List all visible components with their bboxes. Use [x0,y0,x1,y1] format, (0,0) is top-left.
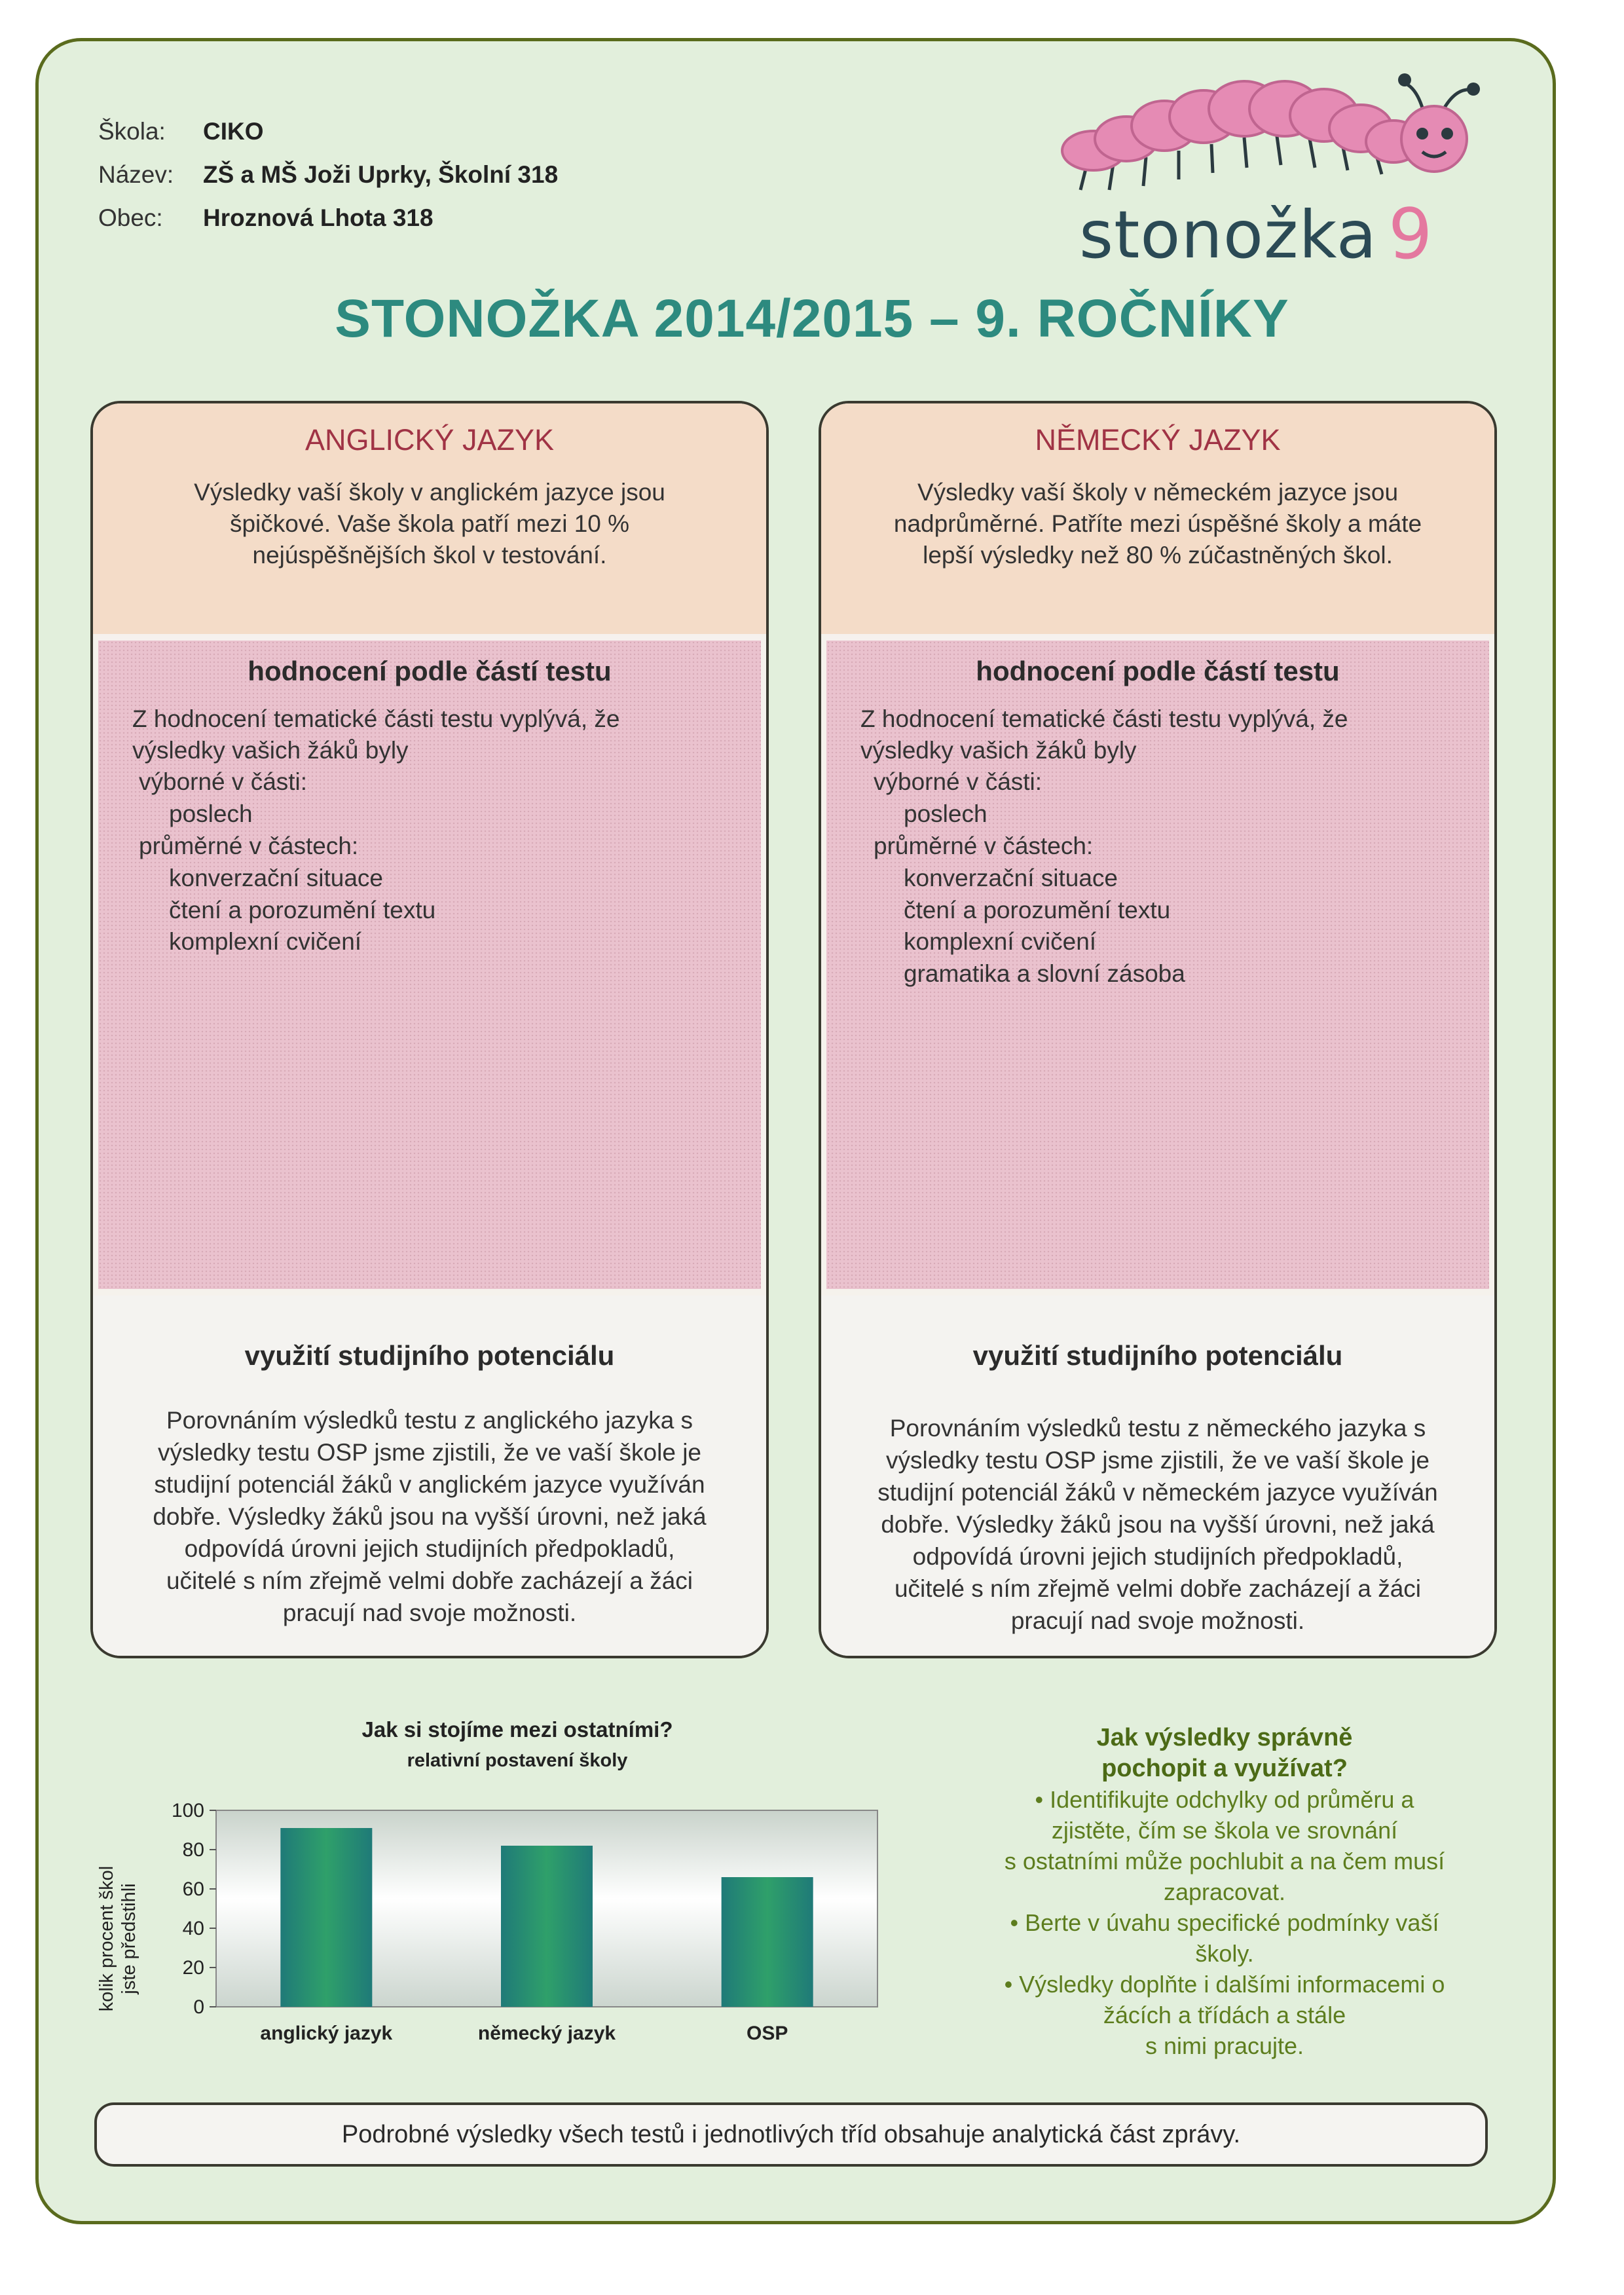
y-tick-label: 40 [182,1918,204,1939]
help-line: • Identifikujte odchylky od průměru a [1035,1786,1414,1813]
chart-y-axis-label-line: kolik procent škol [96,1865,117,2012]
chart-subtitle: relativní postavení školy [407,1750,628,1771]
english-intro-line: nejúspěšnějších škol v testování. [252,542,607,569]
school-value: CIKO [203,118,264,145]
german-intro-line: lepší výsledky než 80 % zúčastněných škol. [923,542,1393,569]
english-average-item: komplexní cvičení [169,928,362,955]
german-intro [880,477,1435,571]
english-potential-line: Porovnáním výsledků testu z anglického jazyka s [166,1407,693,1434]
help-title-line: Jak výsledky správně [1096,1724,1353,1751]
y-tick-label: 80 [182,1839,204,1861]
german-eval-intro [860,703,1455,766]
english-eval-title: hodnocení podle částí testu [248,656,612,686]
german-heading: NĚMECKÝ JAZYK [1035,423,1281,457]
english-eval-intro-line: výsledky vašich žáků byly [132,737,409,764]
centipede-icon [1048,65,1519,203]
english-eval-intro-line: Z hodnocení tematické části testu vyplývá, že [132,705,620,732]
german-potential-line: studijní potenciál žáků v německém jazyce využíván [877,1479,1438,1506]
german-potential-title: využití studijního potenciálu [972,1340,1343,1371]
german-potential-line: výsledky testu OSP jsme zjistili, že ve vaší škole je [885,1447,1430,1474]
german-potential-text [847,1412,1468,1637]
german-potential-line: Porovnáním výsledků testu z německého jazyka s [889,1415,1426,1442]
german-summary-panel [821,403,1494,634]
help-line: • Výsledky doplňte i dalšími informacemi o [1004,1971,1445,1998]
y-tick-label: 20 [182,1957,204,1979]
english-intro-line: špičkové. Vaše škola patří mezi 10 % [229,510,630,537]
page-title: STONOŽKA 2014/2015 – 9. ROČNÍKY [335,289,1289,348]
help-line: zjistěte, čím se škola ve srovnání [1051,1817,1398,1844]
school-info [98,110,558,240]
english-intro-line: Výsledky vaší školy v anglickém jazyce jsou [194,479,665,506]
english-potential-line: dobře. Výsledky žáků jsou na vyšší úrovni, než jaká [153,1503,707,1530]
english-potential-line: výsledky testu OSP jsme zjistili, že ve vaší škole je [157,1439,702,1466]
german-potential-line: dobře. Výsledky žáků jsou na vyšší úrovni, než jaká [881,1511,1435,1538]
chart-y-axis-label-line: jste předstihli [119,1883,139,1994]
german-intro-line: Výsledky vaší školy v německém jazyce jsou [917,479,1399,506]
help-panel [943,1723,1506,2061]
german-potential-line: pracují nad svoje možnosti. [1010,1607,1305,1634]
help-line: školy. [1195,1940,1254,1967]
english-potential-line: odpovídá úrovni jejich studijních předpokladů, [184,1535,675,1562]
german-average-item: čtení a porozumění textu [904,897,1171,924]
town-label: Obec: [98,204,163,231]
german-card [819,401,1497,1658]
english-excellent-item: poslech [169,800,253,827]
y-tick-label: 60 [182,1878,204,1900]
english-eval-intro [132,703,727,766]
german-average-item: komplexní cvičení [904,928,1097,955]
english-excellent-label: výborné v části: [139,768,308,795]
english-average-item: čtení a porozumění textu [169,897,436,924]
logo-word: stonožka [1079,196,1377,273]
english-potential-line: studijní potenciál žáků v anglickém jazyce využíván [154,1471,705,1498]
chart-bar [501,1846,593,2007]
town-row [98,196,558,240]
footer-note: Podrobné výsledky všech testů i jednotlivých tříd obsahuje analytická část zprávy. [94,2102,1488,2167]
chart-bar [280,1828,372,2007]
name-label: Název: [98,161,174,188]
help-line: žácích a třídách a stále [1103,2002,1346,2028]
german-potential-line: učitelé s ním zřejmě velmi dobře zacházejí a žáci [894,1575,1422,1602]
english-summary-panel [93,403,766,634]
german-eval-intro-line: Z hodnocení tematické části testu vyplývá, že [860,705,1348,732]
english-potential-title: využití studijního potenciálu [244,1340,615,1371]
relative-position-chart [105,1795,956,2057]
help-title-line: pochopit a využívat? [1101,1755,1348,1782]
x-category-label: německý jazyk [477,2023,616,2044]
name-value: ZŠ a MŠ Joži Uprky, Školní 318 [203,161,559,188]
english-potential-line: učitelé s ním zřejmě velmi dobře zacházejí a žáci [166,1567,693,1594]
logo-number: 9 [1388,194,1433,274]
help-line: zapracovat. [1163,1878,1286,1905]
stonozka-logo [1048,65,1519,275]
x-category-label: OSP [746,2023,788,2044]
german-average-label: průměrné v částech: [874,832,1094,859]
english-heading: ANGLICKÝ JAZYK [304,423,555,457]
german-eval-intro-line: výsledky vašich žáků byly [860,737,1137,764]
y-tick-label: 100 [171,1800,204,1821]
german-intro-line: nadprůměrné. Patříte mezi úspěšné školy a máte [893,510,1422,537]
x-category-label: anglický jazyk [260,2023,393,2044]
english-average-label: průměrné v částech: [139,832,359,859]
english-potential-line: pracují nad svoje možnosti. [282,1599,577,1626]
school-label: Škola: [98,118,166,145]
german-potential-line: odpovídá úrovni jejich studijních předpokladů, [912,1543,1403,1570]
german-average-item: gramatika a slovní zásoba [904,960,1185,987]
name-row [98,153,558,196]
english-average-item: konverzační situace [169,865,384,891]
german-excellent-label: výborné v části: [874,768,1043,795]
english-potential-text [119,1404,740,1629]
y-tick-label: 0 [193,1996,204,2018]
help-line: s nimi pracujte. [1145,2032,1304,2059]
german-average-item: konverzační situace [904,865,1118,891]
english-card [90,401,769,1658]
school-row [98,110,558,153]
help-line: • Berte v úvahu specifické podmínky vaší [1010,1909,1439,1936]
help-line: s ostatními může pochlubit a na čem musí [1004,1848,1445,1875]
german-eval-title: hodnocení podle částí testu [976,656,1340,686]
german-excellent-item: poslech [904,800,987,827]
town-value: Hroznová Lhota 318 [203,204,434,231]
chart-title: Jak si stojíme mezi ostatními? [361,1717,673,1742]
chart-bar [722,1877,813,2007]
english-intro [152,477,707,571]
